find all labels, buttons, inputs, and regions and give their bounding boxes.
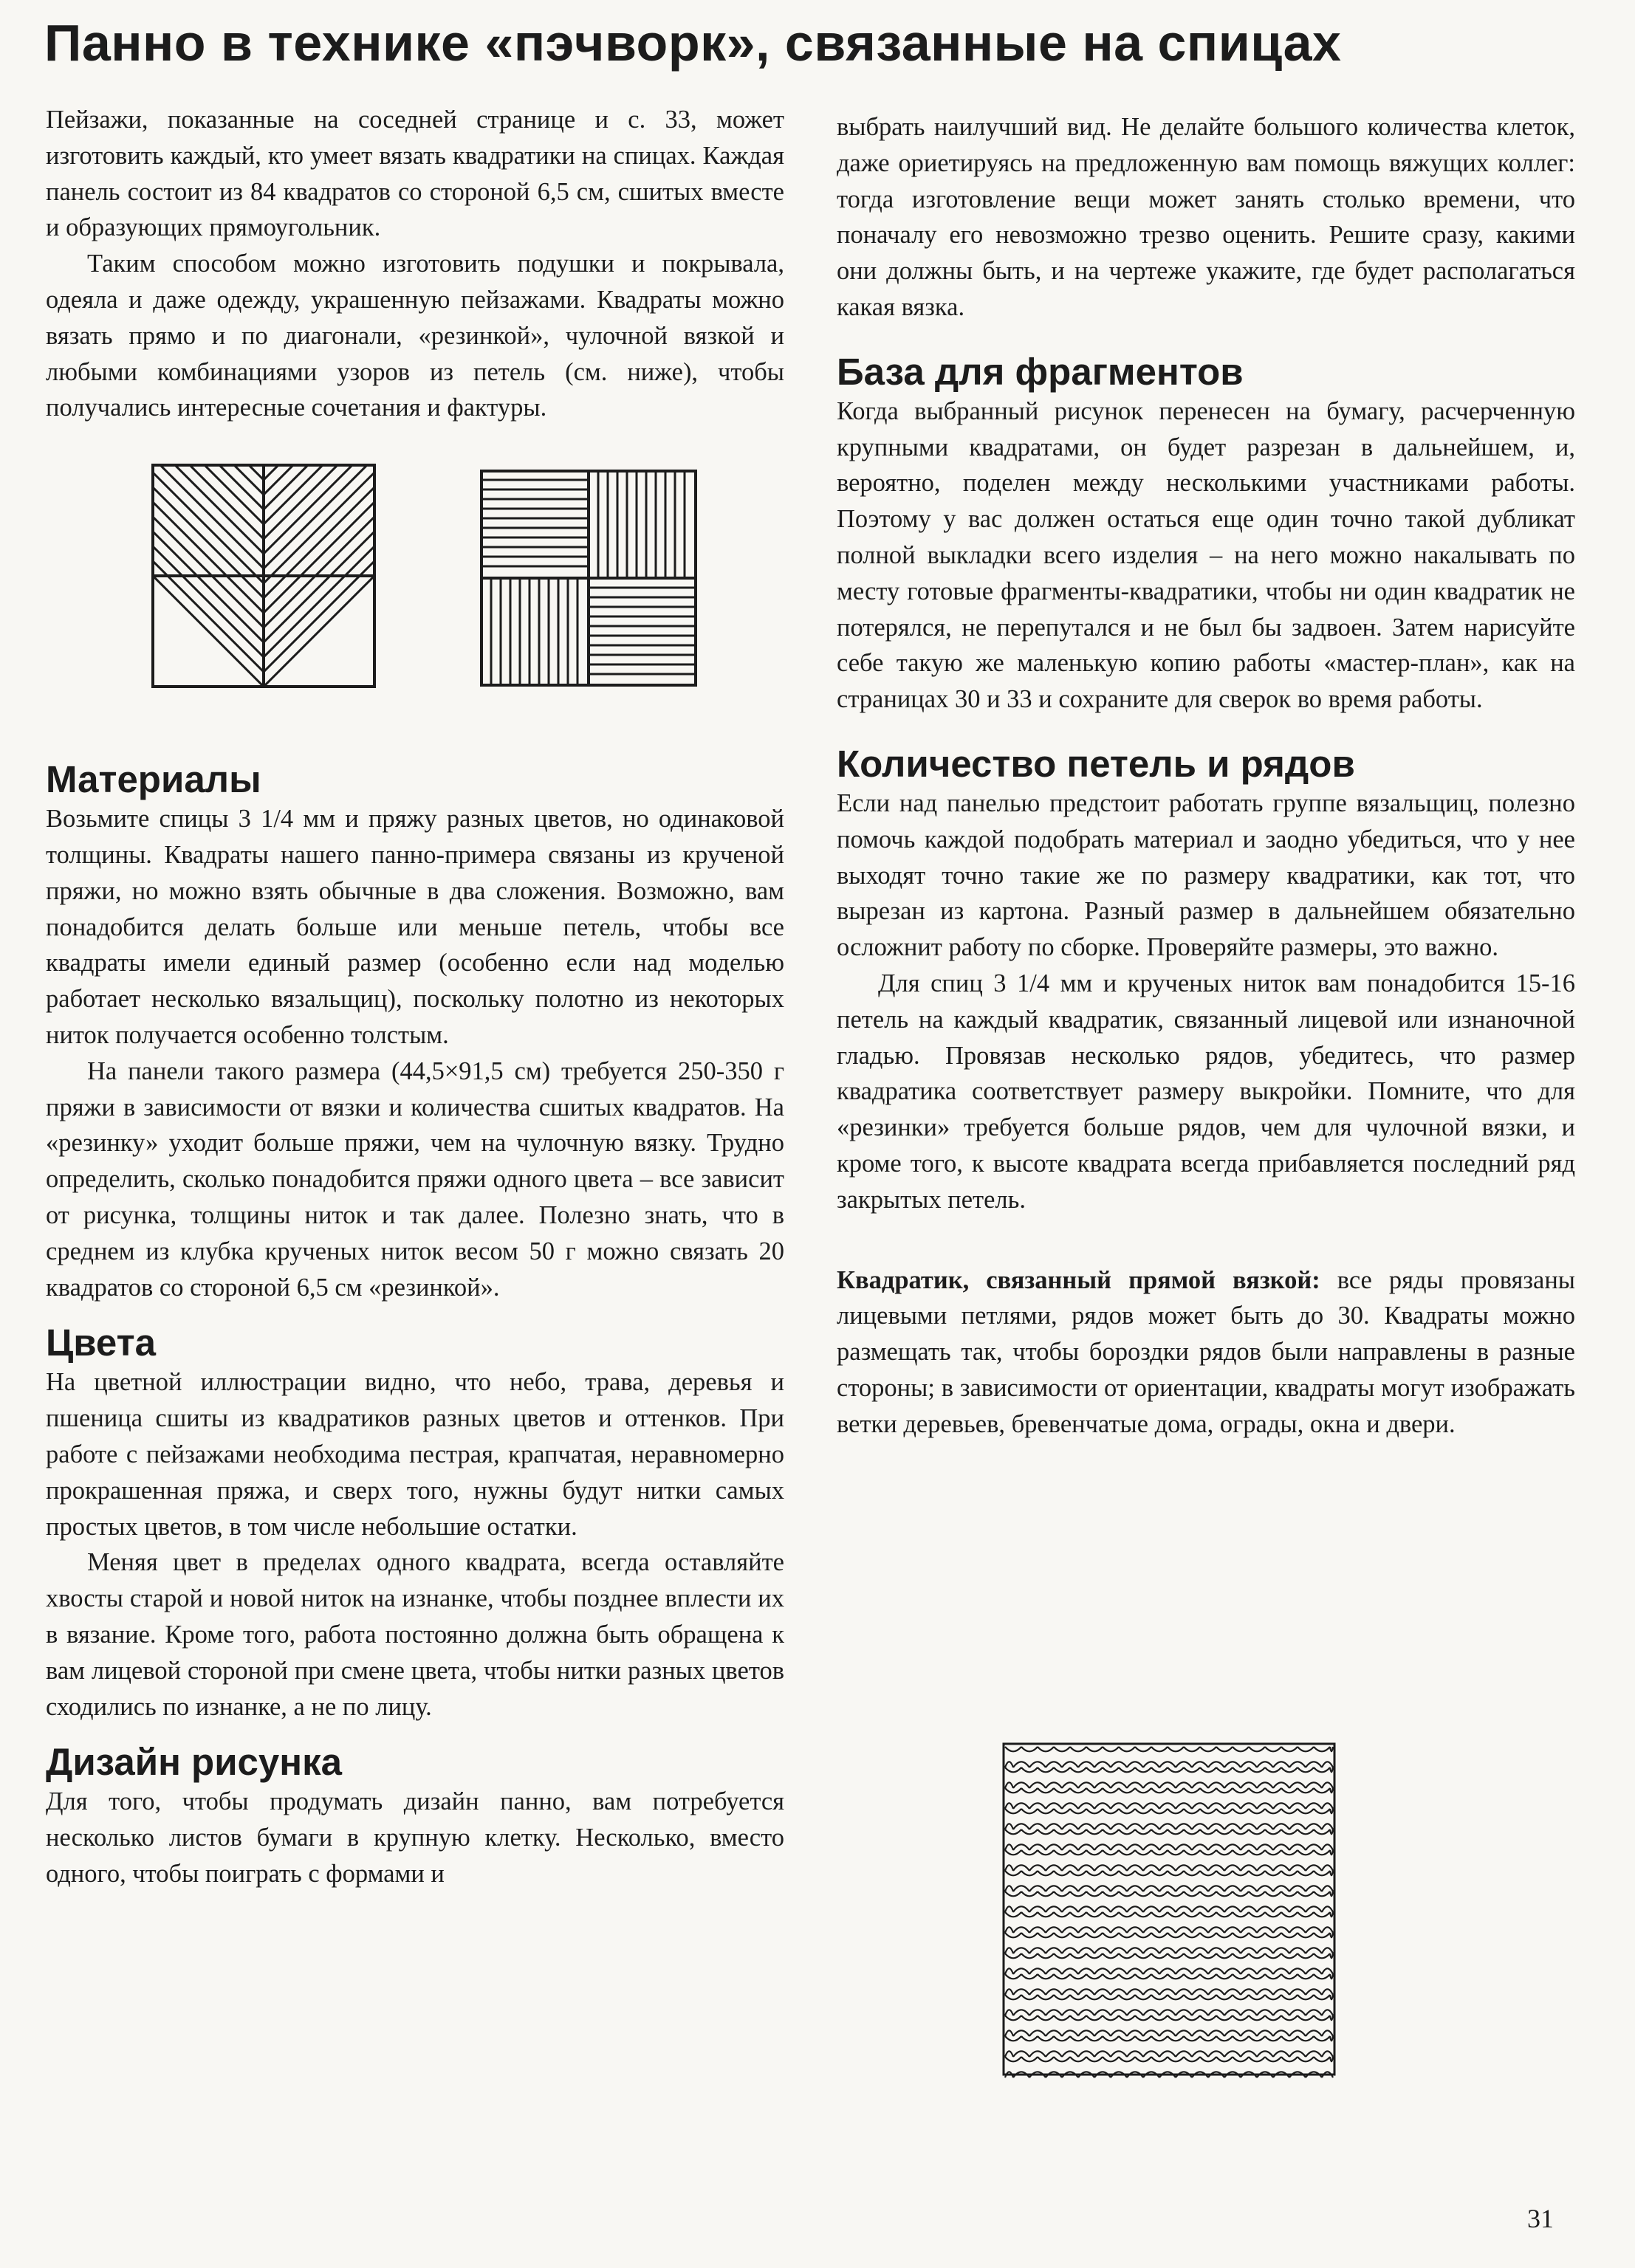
- square-diagrams: [46, 426, 784, 773]
- base-paragraph: Когда выбранный рисунок перенесен на бумагу, расчерченную крупными квадратами, он будет разрезан в дальнейшем, и, вероятно, поделен между несколькими участниками работы. Поэтому у вас должен остаться еще один точно такой дубликат полной выкладки всего изделия – на него можно накалывать по месту готовые фрагменты-квадратики, чтобы ни один квадратик не потерялся, не перепутался и не был бы задвоен. Затем нарисуйте себе такую же маленькую копию работы «мастер-план», как на страницах 30 и 33 и сохраните для сверок во время работы.: [837, 396, 1575, 714]
- colors-heading: Цвета: [46, 1322, 156, 1364]
- colors-paragraph-2: Меняя цвет в пределах одного квадрата, всегда оставляйте хвосты старой и новой ниток на изнанке, чтобы позднее вплести их в вязание. Кроме того, работа постоянно должна быть обращена к вам лицевой стороной при смене цвета, чтобы нитки разных цветов сходились по изнанке, а не по лицу.: [46, 1548, 784, 1721]
- straight-knit-label: Квадратик, связанный прямой вязкой:: [837, 1265, 1320, 1294]
- intro-paragraph-2: Таким способом можно изготовить подушки и покрывала, одеяла и даже одежду, украшенную пейзажами. Квадраты можно вязать прямо и по диагонали, «резинкой», чулочной вязкой и любыми комбинациями узоров из петель (см. ниже), чтобы получались интересные сочетания и фактуры.: [46, 250, 784, 422]
- garter-stitch-swatch: [999, 1739, 1339, 2079]
- colors-paragraph-1: На цветной иллюстрации видно, что небо, трава, деревья и пшеница сшиты из квадратиков разных цветов и оттенков. При работе с пейзажами необходима пестрая, крапчатая, неравномерно прокрашенная пряжа, и сверх того, нужны будут нитки самых простых цветов, в том числе небольшие остатки.: [46, 1368, 784, 1541]
- straight-knit-text: все ряды провязаны лицевыми петлями, рядов может быть до 30. Квадраты можно размещать так, чтобы бороздки рядов были направлены в разные стороны; в зависимости от ориентации, квадраты могут изображать ветки деревьев, бревенчатые дома, ограды, окна и двери.: [837, 1265, 1575, 1438]
- materials-paragraph-2: На панели такого размера (44,5×91,5 см) требуется 250-350 г пряжи в зависимости от вязки и количества сшитых квадратов. На «резинку» уходит больше пряжи, чем на чулочную вязку. Трудно определить, сколько понадобится пряжи одного цвета – все зависит от рисунка, толщины ниток и так далее. Полезно знать, что в среднем из клубка крученых ниток весом 50 г можно связать 20 квадратов со стороной 6,5 см «резинкой».: [46, 1056, 784, 1302]
- intro-paragraph-1: Пейзажи, показанные на соседней странице и с. 33, может изготовить каждый, кто умеет вязать квадратики на спицах. Каждая панель состоит из 84 квадратов со стороной 6,5 см, сшитых вместе и образующих прямоугольник.: [46, 106, 784, 242]
- count-paragraph-2: Для спиц 3 1/4 мм и крученых ниток вам понадобится 15-16 петель на каждый квадратик, связанный лицевой или изнаночной гладью. Провязав несколько рядов, убедитесь, что размер квадратика соответствует размеру выкройки. Помните, что для «резинки» требуется больше рядов, чем для чулочной вязки, и кроме того, к высоте квадрата всегда прибавляется последний ряд закрытых петель.: [837, 969, 1575, 1214]
- page-title: Панно в технике «пэчворк», связанные на спицах: [44, 14, 1342, 72]
- continued-paragraph: выбрать наилучший вид. Не делайте большого количества клеток, даже ориетируясь на предложенную вам помощь вяжущих коллег: тогда изготовление вещи может занять столько времени, что поначалу его невозможно трезво оценить. Решите сразу, какими они должны быть, и на чертеже укажите, где будет располагаться какая вязка.: [837, 113, 1575, 321]
- design-heading: Дизайн рисунка: [46, 1741, 342, 1784]
- materials-heading: Материалы: [46, 758, 261, 801]
- count-heading: Количество петель и рядов: [837, 742, 1355, 785]
- left-column: [46, 102, 784, 1892]
- count-paragraph-1: Если над панелью предстоит работать группе вязальщиц, полезно помочь каждой подобрать материал и заодно убедиться, что у нее выходят точно такие же по размеру квадратики, как тот, что вырезан из картона. Разный размер в дальнейшем обязательно осложнит работу по сборке. Проверяйте размеры, это важно.: [837, 788, 1575, 962]
- straight-knit-paragraph: [837, 1262, 1575, 1443]
- materials-paragraph-1: Возьмите спицы 3 1/4 мм и пряжу разных цветов, но одинаковой толщины. Квадраты нашего панно-примера связаны из крученой пряжи, но можно взять обычные в два сложения. Возможно, вам понадобится делать больше или меньше петель, чтобы все квадраты имели единый размер (особенно если над моделью работает несколько вязальщиц), поскольку полотно из некоторых ниток получается особенно толстым.: [46, 805, 784, 1049]
- design-paragraph-1: Для того, чтобы продумать дизайн панно, вам потребуется несколько листов бумаги в крупную клетку. Несколько, вместо одного, чтобы поиграть с формами и: [46, 1787, 784, 1888]
- page-number: 31: [1527, 2204, 1554, 2233]
- right-column: [837, 109, 1575, 1443]
- base-heading: База для фрагментов: [837, 350, 1244, 393]
- straight-knit-square-diagram: [478, 467, 699, 689]
- diagonal-knit-square-diagram: [149, 461, 378, 690]
